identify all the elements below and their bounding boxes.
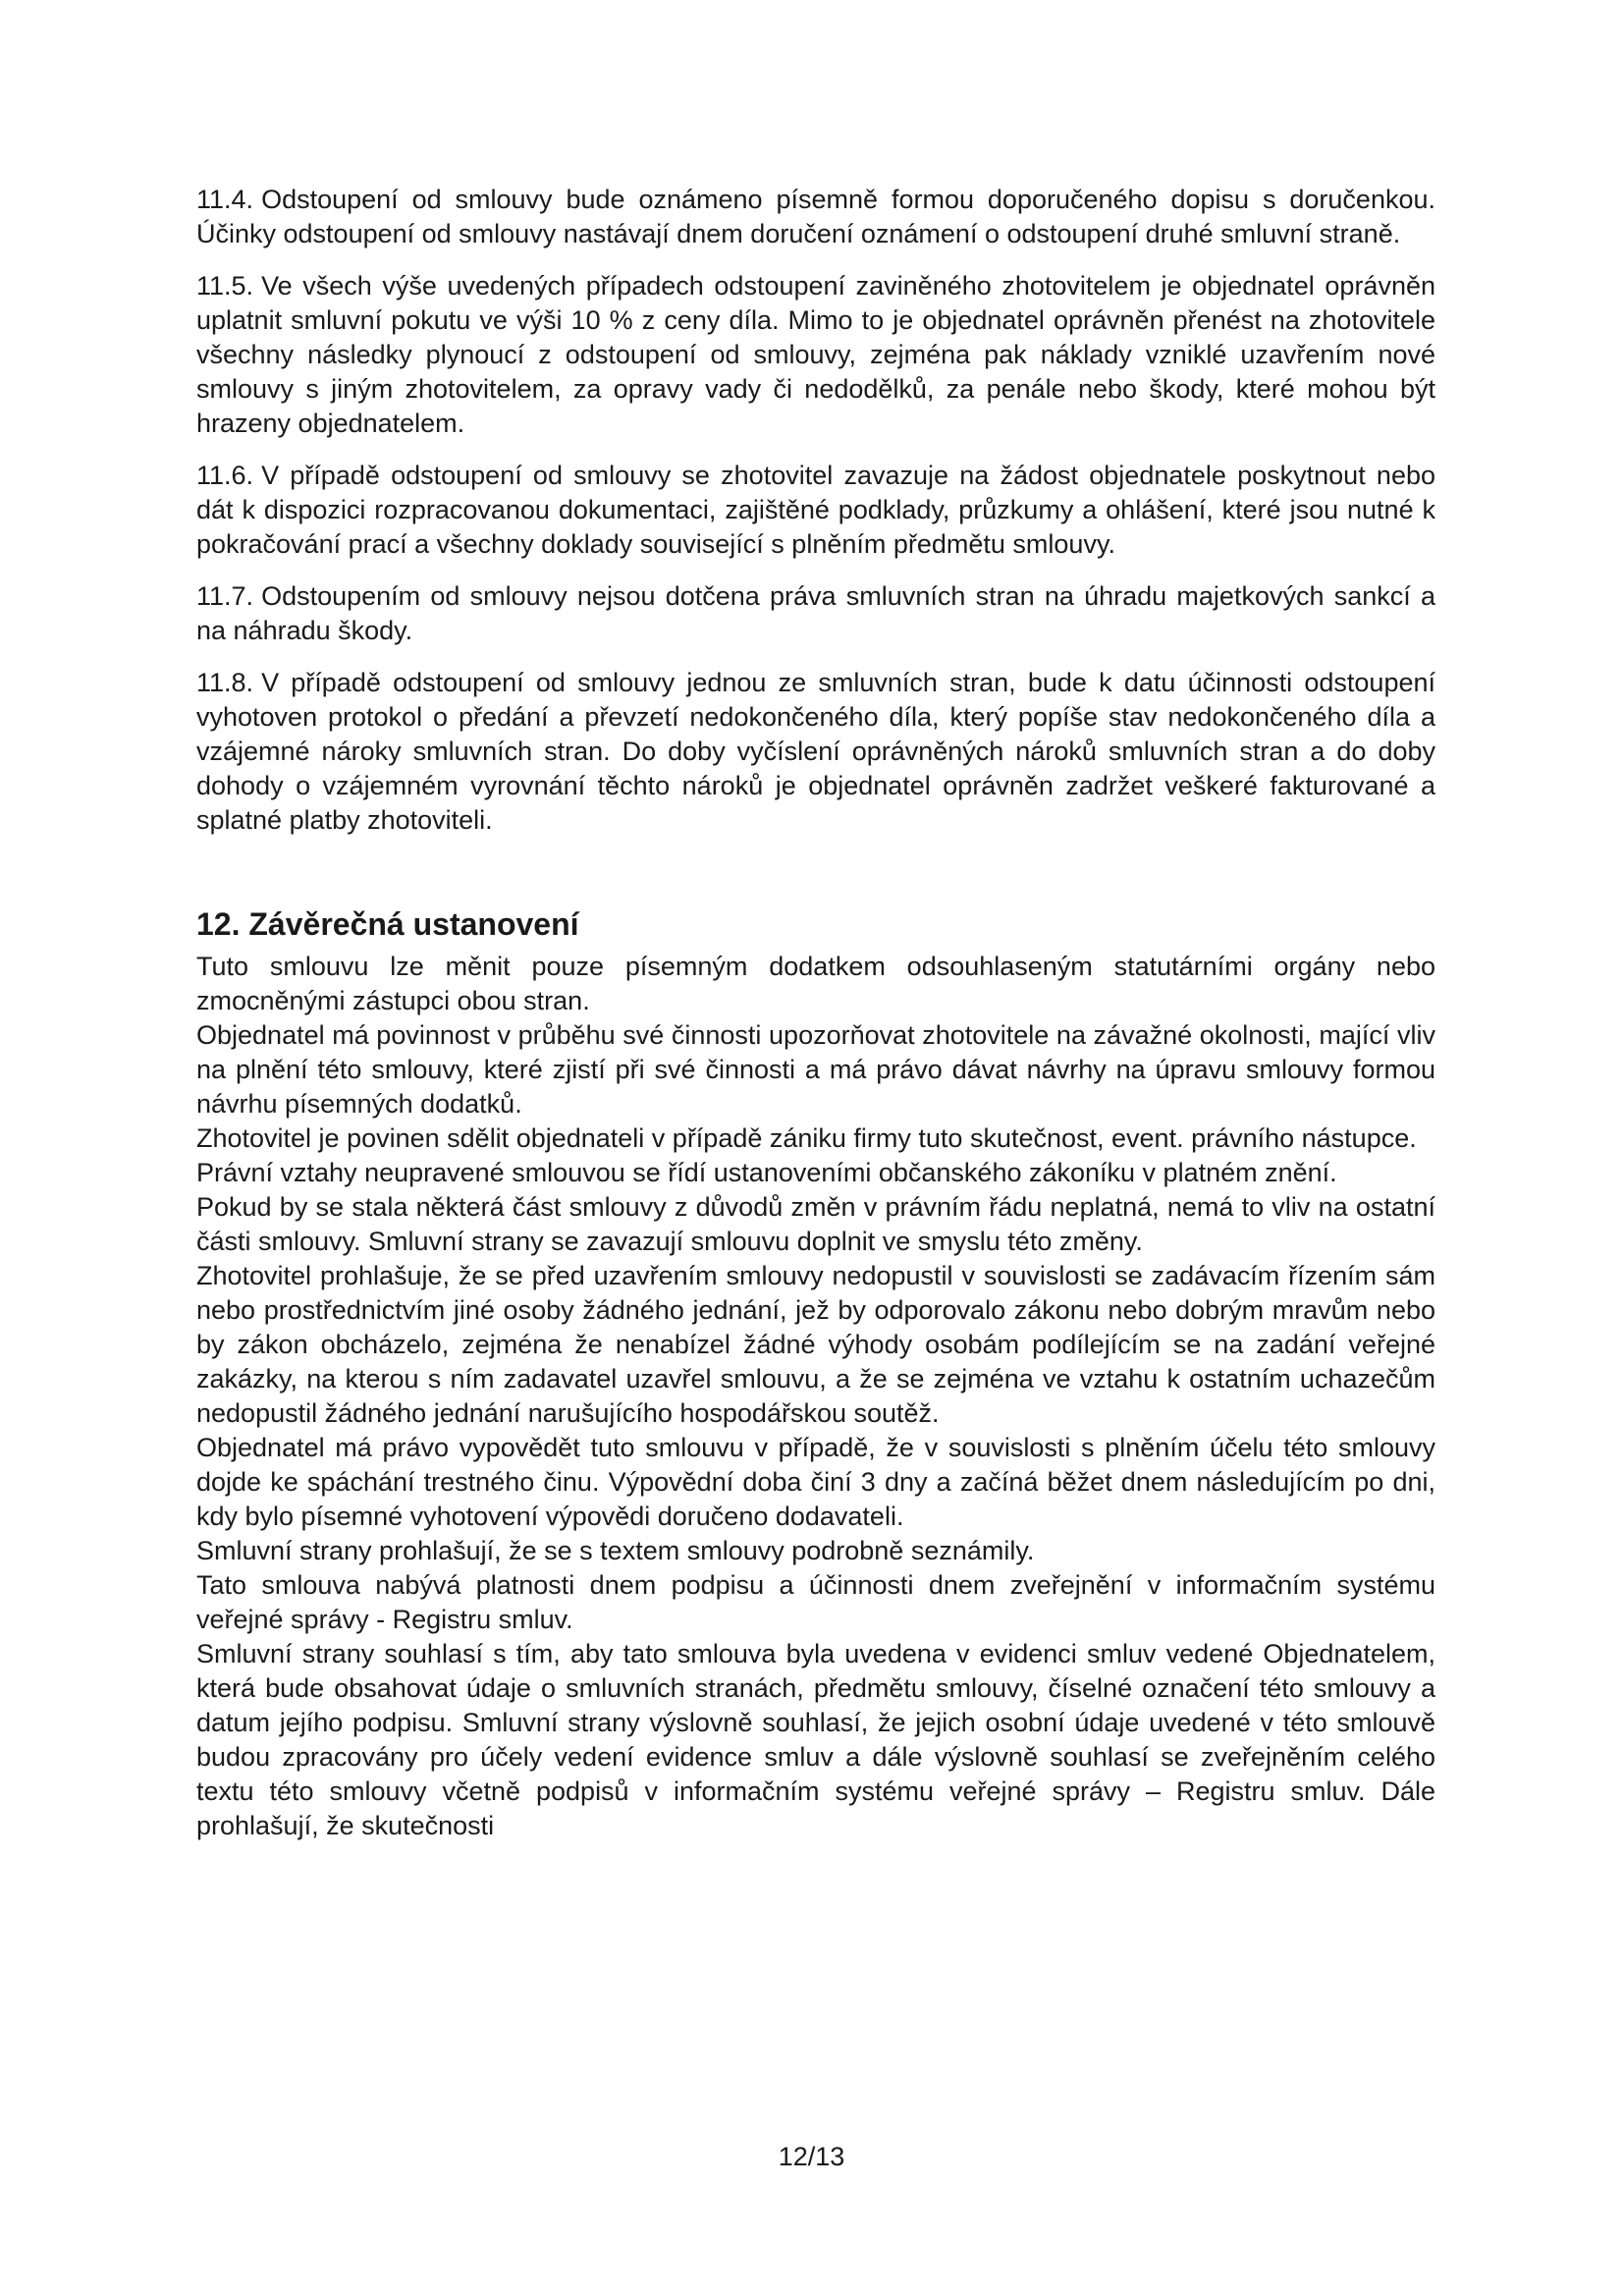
- paragraph: Smluvní strany souhlasí s tím, aby tato smlouva byla uvedena v evidenci smluv vedené Objednatelem, která bude obsahovat údaje o smluvních stranách, předmětu smlouvy, číselné označení této smlouvy a datum jejího podpisu. Smluvní strany výslovně souhlasí, že jejich osobní údaje uvedené v této smlouvě budou zpracovány pro účely vedení evidence smluv a dále výslovně souhlasí se zveřejněním celého textu této smlouvy včetně podpisů v informačním systému veřejné správy – Registru smluv. Dále prohlašují, že skutečnosti: [196, 1639, 1435, 1840]
- section-12: [196, 904, 1435, 1843]
- clause-11-5: [196, 269, 1435, 441]
- clause-text: Odstoupení od smlouvy bude oznámeno písemně formou doporučeného dopisu s doručenkou. Účinky odstoupení od smlouvy nastávají dnem doručení oznámení o odstoupení druhé smluvní straně.: [196, 185, 1435, 248]
- clause-11-6: [196, 459, 1435, 562]
- clause-number: 11.7.: [196, 581, 254, 611]
- paragraph: Právní vztahy neupravené smlouvou se řídí ustanoveními občanského zákoníku v platném znění.: [196, 1158, 1337, 1187]
- clause-number: 11.6.: [196, 461, 254, 490]
- clause-text: V případě odstoupení od smlouvy se zhotovitel zavazuje na žádost objednatele poskytnout nebo dát k dispozici rozpracovanou dokumentaci, zajištěné podklady, průzkumy a ohlášení, které jsou nutné k pokračování prací a všechny doklady související s plněním předmětu smlouvy.: [196, 461, 1435, 559]
- clause-11-7: [196, 579, 1435, 648]
- document-page: [196, 183, 1435, 1843]
- clause-text: Odstoupením od smlouvy nejsou dotčena práva smluvních stran na úhradu majetkových sankcí a na náhradu škody.: [196, 581, 1435, 645]
- paragraph: Pokud by se stala některá část smlouvy z důvodů změn v právním řádu neplatná, nemá to vliv na ostatní části smlouvy. Smluvní strany se zavazují smlouvu doplnit ve smyslu této změny.: [196, 1192, 1435, 1256]
- page-number: 12/13: [778, 2142, 845, 2171]
- paragraph: Zhotovitel prohlašuje, že se před uzavřením smlouvy nedopustil v souvislosti se zadávacím řízením sám nebo prostřednictvím jiné osoby žádného jednání, jež by odporovalo zákonu nebo dobrým mravům nebo by zákon obcházelo, zejména že nenabízel žádné výhody osobám podílejícím se na zadání veřejné zakázky, na kterou s ním zadavatel uzavřel smlouvu, a že se zejména ve vztahu k ostatním uchazečům nedopustil žádného jednání narušujícího hospodářskou soutěž.: [196, 1261, 1435, 1428]
- paragraph: Smluvní strany prohlašují, že se s textem smlouvy podrobně seznámily.: [196, 1536, 1035, 1565]
- clause-text: Ve všech výše uvedených případech odstoupení zaviněného zhotovitelem je objednatel oprávněn uplatnit smluvní pokutu ve výši 10 % z ceny díla. Mimo to je objednatel oprávněn přenést na zhotovitele všechny následky plynoucí z odstoupení od smlouvy, zejména pak náklady vzniklé uzavřením nové smlouvy s jiným zhotovitelem, za opravy vady či nedodělků, za penále nebo škody, které mohou být hrazeny objednatelem.: [196, 271, 1435, 438]
- paragraph: Objednatel má právo vypovědět tuto smlouvu v případě, že v souvislosti s plněním účelu této smlouvy dojde ke spáchání trestného činu. Výpovědní doba činí 3 dny a začíná běžet dnem následujícím po dni, kdy bylo písemné vyhotovení výpovědi doručeno dodavateli.: [196, 1433, 1435, 1531]
- paragraph: Zhotovitel je povinen sdělit objednateli v případě zániku firmy tuto skutečnost, event. právního nástupce.: [196, 1123, 1417, 1153]
- clause-11-4: [196, 183, 1435, 251]
- clause-number: 11.5.: [196, 271, 254, 301]
- section-11: [196, 183, 1435, 838]
- clause-number: 11.4.: [196, 185, 254, 214]
- clause-number: 11.8.: [196, 668, 254, 697]
- clause-text: V případě odstoupení od smlouvy jednou ze smluvních stran, bude k datu účinnosti odstoupení vyhotoven protokol o předání a převzetí nedokončeného díla, který popíše stav nedokončeného díla a vzájemné nároky smluvních stran. Do doby vyčíslení oprávněných nároků smluvních stran a do doby dohody o vzájemném vyrovnání těchto nároků je objednatel oprávněn zadržet veškeré fakturované a splatné platby zhotoviteli.: [196, 668, 1435, 835]
- section-heading: 12. Závěrečná ustanovení: [196, 906, 579, 942]
- paragraph: Tato smlouva nabývá platnosti dnem podpisu a účinnosti dnem zveřejnění v informačním systému veřejné správy - Registru smluv.: [196, 1570, 1435, 1634]
- clause-11-8: [196, 666, 1435, 838]
- paragraph: Objednatel má povinnost v průběhu své činnosti upozorňovat zhotovitele na závažné okolnosti, mající vliv na plnění této smlouvy, které zjistí při své činnosti a má právo dávat návrhy na úpravu smlouvy formou návrhu písemných dodatků.: [196, 1020, 1435, 1119]
- paragraph: Tuto smlouvu lze měnit pouze písemným dodatkem odsouhlaseným statutárními orgány nebo zmocněnými zástupci obou stran.: [196, 952, 1435, 1015]
